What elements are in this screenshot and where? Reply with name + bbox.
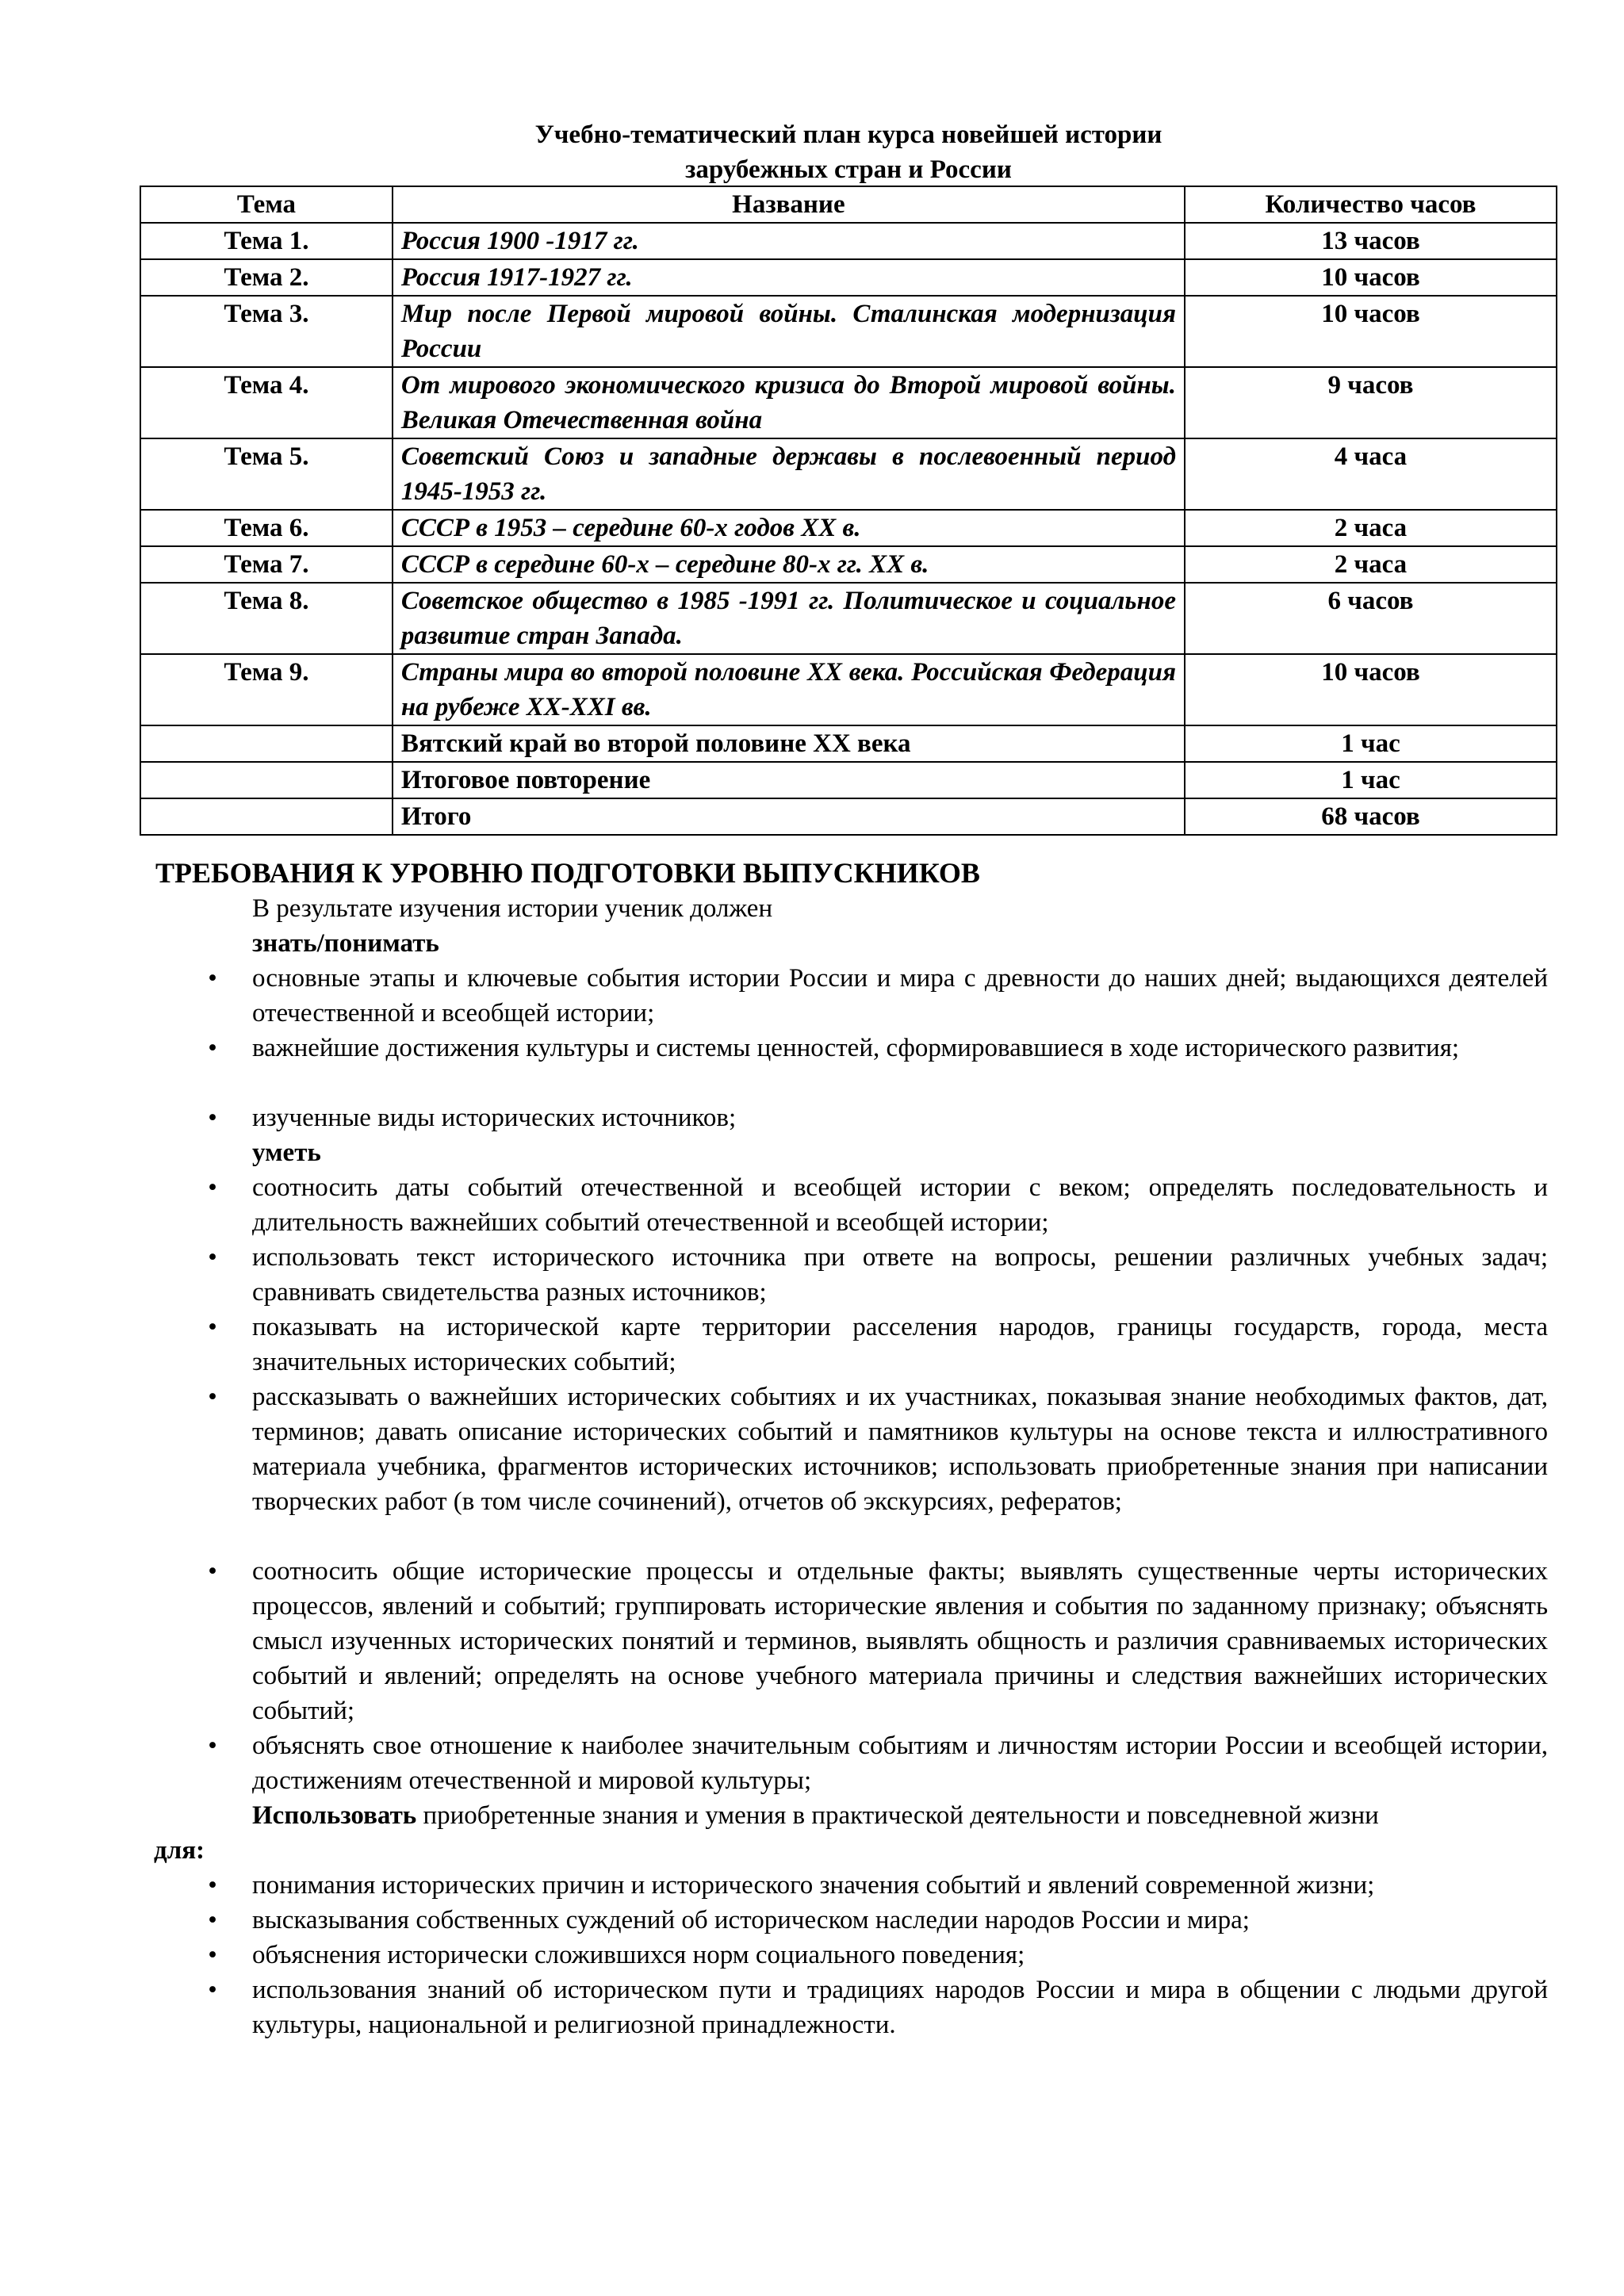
list-item [208,1903,1548,1938]
cell-theme: Тема 5. [140,438,393,510]
table-row [140,762,1557,798]
cell-theme: Тема 8. [140,583,393,654]
list-item-text: основные этапы и ключевые события истории России и мира с древности до наших дней; выдающихся деятелей отечественной и всеобщей истории; [252,964,1548,1027]
list-item [208,961,1548,1031]
cell-theme: Тема 4. [140,367,393,438]
list-item-text: показывать на исторической карте территории расселения народов, границы государств, города, места значительных исторических событий; [252,1313,1548,1376]
list-item [208,1380,1548,1519]
list-item-text: изученные виды исторических источников; [252,1104,737,1132]
know-label: знать/понимать [252,929,439,958]
bullet-icon: • [208,1173,217,1202]
table-row [140,259,1557,296]
list-item [208,1973,1548,2042]
cell-hours: 10 часов [1185,259,1557,296]
list-item [208,1240,1548,1310]
cell-hours: 10 часов [1185,296,1557,367]
list-item-text: соотносить общие исторические процессы и отдельные факты; выявлять существенные черты исторических процессов, явлений и событий; группировать исторические явления и события по заданному признаку; объяснять смысл изученных исторических понятий и терминов, выявлять общность и различия сравниваемых исторических событий и явлений; определять на основе учебного материала причины и следствия важнейших исторических событий; [252,1557,1548,1725]
able-label: уметь [252,1138,321,1167]
list-item-text: соотносить даты событий отечественной и всеобщей истории с веком; определять последовательность и длительность важнейших событий отечественной и всеобщей истории; [252,1173,1548,1237]
cell-theme: Тема 9. [140,654,393,725]
header-theme: Тема [140,186,393,223]
table-header-row [140,186,1557,223]
table-row [140,725,1557,762]
requirements-heading: ТРЕБОВАНИЯ К УРОВНЮ ПОДГОТОВКИ ВЫПУСКНИКОВ [155,857,980,889]
bullet-icon: • [208,1976,217,2004]
cell-theme: Тема 1. [140,223,393,259]
cell-name: Советский Союз и западные державы в послевоенный период 1945-1953 гг. [393,438,1185,510]
table-row [140,367,1557,438]
list-item [208,1170,1548,1240]
cell-hours: 1 час [1185,725,1557,762]
for-label: для: [154,1836,205,1865]
cell-hours: 1 час [1185,762,1557,798]
cell-name: Итоговое повторение [393,762,1185,798]
cell-hours: 6 часов [1185,583,1557,654]
cell-theme: Тема 3. [140,296,393,367]
cell-hours: 68 часов [1185,798,1557,835]
list-item-text: использовать текст исторического источника при ответе на вопросы, решении различных учебных задач; сравнивать свидетельства разных источников; [252,1243,1548,1307]
bullet-icon: • [208,1906,217,1934]
cell-name: СССР в 1953 – середине 60-х годов XX в. [393,510,1185,546]
bullet-icon: • [208,1732,217,1760]
bullet-icon: • [208,1941,217,1969]
bullet-icon: • [208,1104,217,1132]
use-paragraph [252,1798,1548,1833]
cell-name: Россия 1917-1927 гг. [393,259,1185,296]
cell-hours: 2 часа [1185,546,1557,583]
use-rest-text: приобретенные знания и умения в практической деятельности и повседневной жизни [416,1801,1379,1830]
cell-name: Вятский край во второй половине XX века [393,725,1185,762]
list-item [208,1938,1548,1973]
bullet-icon: • [208,1313,217,1341]
cell-name: От мирового экономического кризиса до Второй мировой войны. Великая Отечественная война [393,367,1185,438]
curriculum-table [140,186,1557,836]
list-item-text: высказывания собственных суждений об историческом наследии народов России и мира; [252,1906,1250,1934]
cell-hours: 10 часов [1185,654,1557,725]
list-item-text: важнейшие достижения культуры и системы ценностей, сформировавшиеся в ходе исторического развития; [252,1034,1460,1062]
table-row [140,583,1557,654]
list-item-text: понимания исторических причин и исторического значения событий и явлений современной жизни; [252,1871,1375,1900]
list-item [208,1554,1548,1728]
list-item [208,1031,1548,1066]
cell-theme [140,762,393,798]
list-item [208,1728,1548,1798]
cell-hours: 4 часа [1185,438,1557,510]
cell-name: СССР в середине 60-х – середине 80-х гг. XX в. [393,546,1185,583]
cell-name: Советское общество в 1985 -1991 гг. Политическое и социальное развитие стран Запада. [393,583,1185,654]
table-row [140,546,1557,583]
cell-theme: Тема 6. [140,510,393,546]
use-bold-word: Использовать [252,1801,417,1830]
list-item-text: использования знаний об историческом пути и традициях народов России и мира в общении с людьми другой культуры, национальной и религиозной принадлежности. [252,1976,1548,2039]
bullet-icon: • [208,1034,217,1062]
table-row [140,223,1557,259]
cell-theme: Тема 7. [140,546,393,583]
bullet-icon: • [208,964,217,993]
header-hours: Количество часов [1185,186,1557,223]
bullet-icon: • [208,1383,217,1411]
list-item [208,1100,1548,1135]
header-name: Название [393,186,1185,223]
list-item [208,1310,1548,1380]
plan-title-line-1: Учебно-тематический план курса новейшей истории [534,121,1162,149]
cell-theme [140,798,393,835]
cell-name: Мир после Первой мировой войны. Сталинская модернизация России [393,296,1185,367]
list-item-text: рассказывать о важнейших исторических событиях и их участниках, показывая знание необходимых фактов, дат, терминов; давать описание исторических событий и памятников культуры на основе текста и иллюстративного материала учебника, фрагментов исторических источников; использовать приобретенные знания при написании творческих работ (в том числе сочинений), отчетов об экскурсиях, рефератов; [252,1383,1548,1516]
cell-name: Страны мира во второй половине XX века. Российская Федерация на рубеже XX-XXI вв. [393,654,1185,725]
cell-hours: 9 часов [1185,367,1557,438]
bullet-icon: • [208,1871,217,1900]
plan-title-line-2: зарубежных стран и России [685,155,1012,184]
cell-hours: 2 часа [1185,510,1557,546]
cell-name: Итого [393,798,1185,835]
cell-theme: Тема 2. [140,259,393,296]
table-row [140,438,1557,510]
list-item-text: объяснять свое отношение к наиболее значительным событиям и личностям истории России и всеобщей истории, достижениям отечественной и мировой культуры; [252,1732,1548,1795]
requirements-intro: В результате изучения истории ученик должен [252,894,773,923]
bullet-icon: • [208,1243,217,1272]
table-row [140,654,1557,725]
list-item [208,1868,1548,1903]
table-row [140,798,1557,835]
table-row [140,510,1557,546]
cell-hours: 13 часов [1185,223,1557,259]
list-item-text: объяснения исторически сложившихся норм социального поведения; [252,1941,1025,1969]
bullet-icon: • [208,1557,217,1586]
table-row [140,296,1557,367]
cell-theme [140,725,393,762]
cell-name: Россия 1900 -1917 гг. [393,223,1185,259]
